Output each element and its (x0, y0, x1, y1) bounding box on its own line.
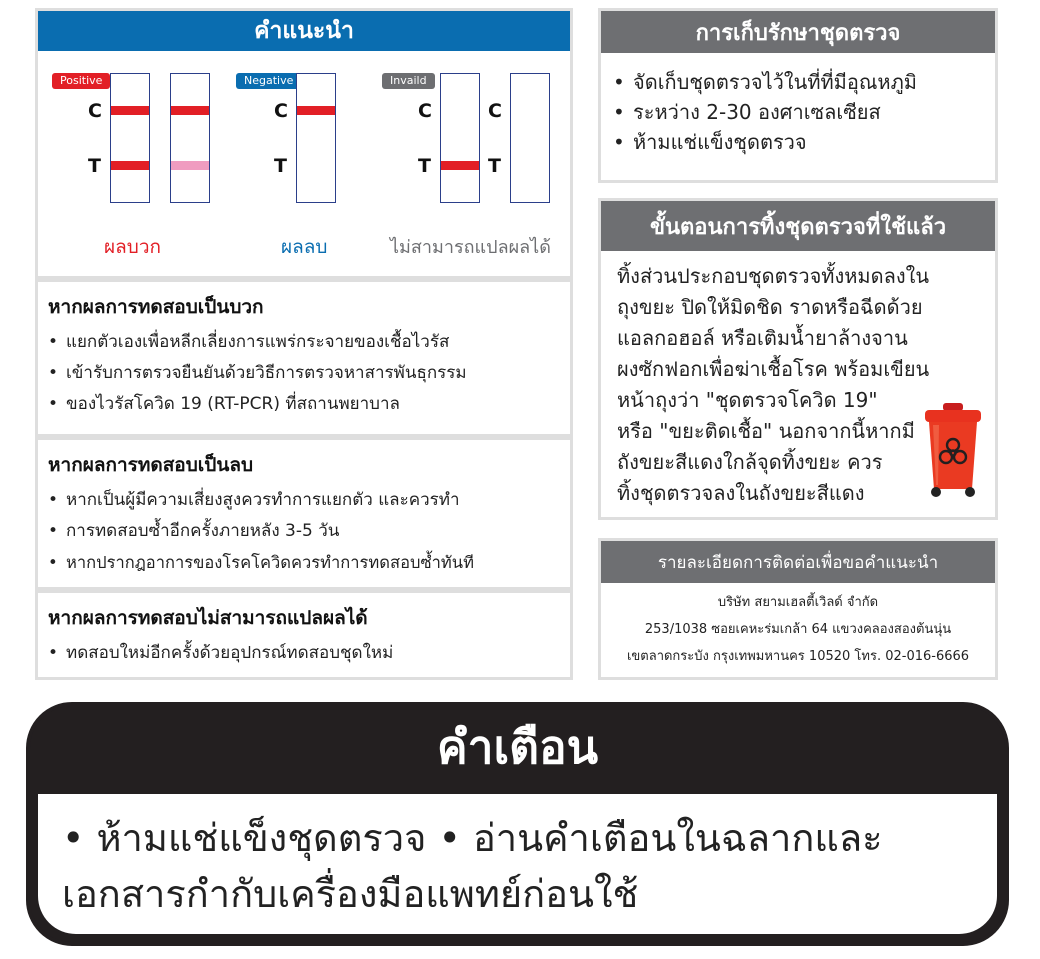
list-item: • ทดสอบใหม่อีกครั้งด้วยอุปกรณ์ทดสอบชุดใหม่ (48, 638, 560, 669)
biohazard-bin-icon (921, 401, 985, 499)
positive-result-label: ผลบวก (104, 236, 162, 258)
positive-section-title: หากผลการทดสอบเป็นบวก (48, 296, 264, 318)
disposal-line: หน้าถุงว่า "ชุดตรวจโควิด 19" (617, 388, 878, 412)
positive-t-label: T (88, 155, 101, 177)
list-item: • เข้ารับการตรวจยืนยันด้วยวิธีการตรวจหาสารพันธุกรรม (48, 358, 560, 389)
test-strip-diagram (38, 51, 570, 279)
invalid-t-label-2: T (488, 155, 501, 177)
t-line-faint (171, 161, 209, 170)
negative-strip (296, 73, 336, 203)
storage-title: การเก็บรักษาชุดตรวจ (601, 11, 995, 53)
warning-title: คำเตือน (436, 720, 599, 774)
instructions-panel (35, 8, 573, 279)
positive-tag: Positive (52, 73, 110, 89)
warning-line: • ห้ามแช่แข็งชุดตรวจ • อ่านคำเตือนในฉลากและ (62, 816, 883, 860)
disposal-line: แอลกอฮอล์ หรือเติมน้ำยาล้างจาน (617, 326, 908, 350)
c-line (111, 106, 149, 115)
disposal-line: หรือ "ขยะติดเชื้อ" นอกจากนี้หากมี (617, 419, 915, 443)
storage-panel (598, 8, 998, 183)
t-line (441, 161, 479, 170)
contact-panel (598, 538, 998, 680)
list-item: • หากปรากฎอาการของโรคโควิดควรทำการทดสอบซ้ำทันที (48, 547, 560, 578)
list-item-continued: • การทดสอบซ้ำอีกครั้งภายหลัง 3-5 วัน (48, 516, 560, 547)
warning-line: เอกสารกำกับเครื่องมือแพทย์ก่อนใช้ (62, 872, 639, 916)
negative-result-section (35, 437, 573, 590)
list-item: • จัดเก็บชุดตรวจไว้ในที่ที่มีอุณหภูมิ (613, 67, 985, 97)
negative-t-label: T (274, 155, 287, 177)
list-item: • แยกตัวเองเพื่อหลีกเลี่ยงการแพร่กระจายของเชื้อไวรัส (48, 327, 560, 358)
disposal-line: ทิ้งชุดตรวจลงในถังขยะสีแดง (617, 481, 865, 505)
instructions-title: คำแนะนำ (38, 11, 570, 51)
disposal-panel (598, 198, 998, 520)
company-name: บริษัท สยามเฮลตี้เวิลด์ จำกัด (717, 595, 879, 610)
disposal-line: ผงซักฟอกเพื่อฆ่าเชื้อโรค พร้อมเขียน (617, 357, 930, 381)
list-item: • หากเป็นผู้มีความเสี่ยงสูงควรทำการแยกตัว และควรทำ (48, 485, 560, 516)
invalid-c-label: C (418, 100, 432, 122)
c-line (171, 106, 209, 115)
invalid-result-label: ไม่สามารถแปลผลได้ (390, 237, 551, 258)
invalid-section-title: หากผลการทดสอบไม่สามารถแปลผลได้ (48, 607, 368, 629)
invalid-strip-2 (510, 73, 550, 203)
disposal-line: ทิ้งส่วนประกอบชุดตรวจทั้งหมดลงใน (617, 264, 930, 288)
negative-result-label: ผลลบ (281, 236, 328, 258)
company-address-phone: เขตลาดกระบัง กรุงเทพมหานคร 10520 โทร. 02-016-6666 (626, 649, 970, 664)
invalid-t-label: T (418, 155, 431, 177)
c-line (297, 106, 335, 115)
positive-result-section (35, 279, 573, 437)
negative-tag: Negative (236, 73, 301, 89)
list-item-continued: • ระหว่าง 2-30 องศาเซลเซียส (613, 97, 985, 127)
contact-title: รายละเอียดการติดต่อเพื่อขอคำแนะนำ (601, 541, 995, 583)
disposal-title: ขั้นตอนการทิ้งชุดตรวจที่ใช้แล้ว (601, 201, 995, 251)
invalid-strip-1 (440, 73, 480, 203)
t-line (111, 161, 149, 170)
disposal-line: ถังขยะสีแดงใกล้จุดทิ้งขยะ ควร (617, 450, 883, 474)
warning-body (38, 794, 997, 934)
company-address: 253/1038 ซอยเคหะร่มเกล้า 64 แขวงคลองสองต้นนุ่น (644, 622, 952, 637)
list-item-continued: • ของไวรัสโควิด 19 (RT-PCR) ที่สถานพยาบาล (48, 389, 560, 420)
invalid-c-label-2: C (488, 100, 502, 122)
disposal-line: ถุงขยะ ปิดให้มิดชิด ราดหรือฉีดด้วย (617, 295, 923, 319)
positive-strip-1 (110, 73, 150, 203)
positive-strip-2 (170, 73, 210, 203)
positive-c-label: C (88, 100, 102, 122)
list-item: • ห้ามแช่แข็งชุดตรวจ (613, 127, 985, 157)
invalid-tag: Invaild (382, 73, 435, 89)
invalid-result-section (35, 590, 573, 680)
warning-box (26, 702, 1009, 946)
negative-section-title: หากผลการทดสอบเป็นลบ (48, 454, 254, 476)
negative-c-label: C (274, 100, 288, 122)
